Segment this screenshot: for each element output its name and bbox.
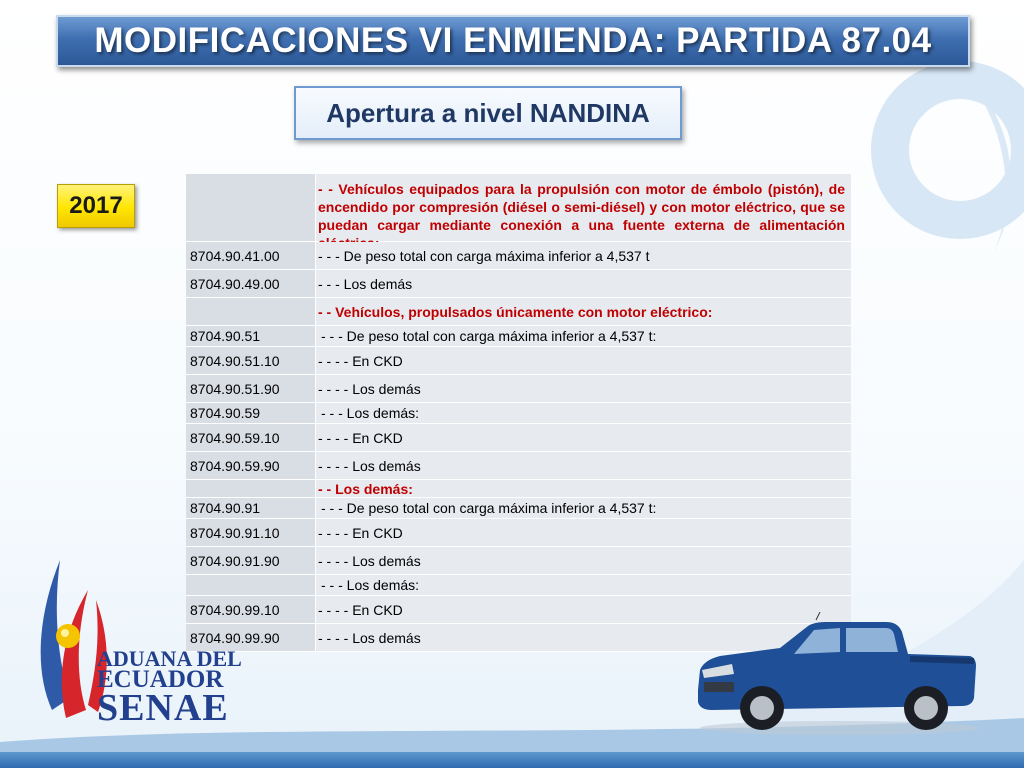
table-row [186,424,851,452]
tariff-code [186,298,316,325]
tariff-code: 8704.90.59.90 [186,452,316,479]
table-row [186,452,851,480]
tariff-table [186,174,851,652]
tariff-description: - - - - En CKD [316,347,851,374]
table-row [186,347,851,375]
pickup-truck-icon [690,612,980,737]
table-row [186,480,851,498]
table-row [186,547,851,575]
bottom-band [0,752,1024,768]
tariff-description: - - - De peso total con carga máxima inferior a 4,537 t [316,242,851,269]
tariff-code: 8704.90.91 [186,498,316,518]
tariff-description: - - - - Los demás [316,375,851,402]
tariff-code: 8704.90.59 [186,403,316,423]
year-badge [57,184,135,228]
tariff-code: 8704.90.99.10 [186,596,316,623]
tariff-code: 8704.90.99.90 [186,624,316,651]
tariff-description: - - - - En CKD [316,596,851,623]
tariff-description: - - - - En CKD [316,519,851,546]
page-subtitle: Apertura a nivel NANDINA [326,97,650,128]
tariff-description: - - - Los demás [316,270,851,297]
tariff-description: - - - - En CKD [316,424,851,451]
table-row [186,298,851,326]
tariff-description: - - - Los demás: [316,403,851,423]
tariff-code: 8704.90.41.00 [186,242,316,269]
table-row [186,174,851,242]
tariff-code [186,480,316,497]
table-row [186,270,851,298]
tariff-description: - - Vehículos, propulsados únicamente con motor eléctrico: [316,298,851,325]
tariff-description: - - - - Los demás [316,452,851,479]
tariff-code: 8704.90.51.10 [186,347,316,374]
tariff-code: 8704.90.51 [186,326,316,346]
table-row [186,242,851,270]
year-label: 2017 [69,192,123,219]
table-row [186,498,851,519]
title-banner [56,15,970,67]
tariff-code: 8704.90.91.90 [186,547,316,574]
table-row [186,575,851,596]
tariff-description: - - Vehículos equipados para la propulsión con motor de émbolo (pistón), de encendido por compresión (diésel o semi-diésel) y con motor eléctrico, que se puedan cargar mediante conexión a una fuente externa de alimentación [316,174,851,241]
tariff-description: - - - Los demás: [316,575,851,595]
logo-line-2: ECUADOR [97,666,224,693]
tariff-code: 8704.90.49.00 [186,270,316,297]
tariff-description: - - - - Los demás [316,624,851,651]
table-row [186,519,851,547]
subtitle-box [294,86,682,140]
tariff-description: - - Los demás: [316,480,851,497]
tariff-code: 8704.90.51.90 [186,375,316,402]
tariff-code: 8704.90.91.10 [186,519,316,546]
tariff-description: - - - De peso total con carga máxima inferior a 4,537 t: [316,326,851,346]
logo-line-3: SENAE [97,687,229,729]
table-row [186,403,851,424]
logo-line-1: ADUANA DEL [97,646,242,671]
table-row [186,375,851,403]
table-row [186,326,851,347]
page-title: MODIFICACIONES VI ENMIENDA: PARTIDA 87.04 [94,21,932,60]
tariff-description: - - - De peso total con carga máxima inferior a 4,537 t: [316,498,851,518]
tariff-code [186,174,316,241]
tariff-code: 8704.90.59.10 [186,424,316,451]
tariff-description: - - - - Los demás [316,547,851,574]
